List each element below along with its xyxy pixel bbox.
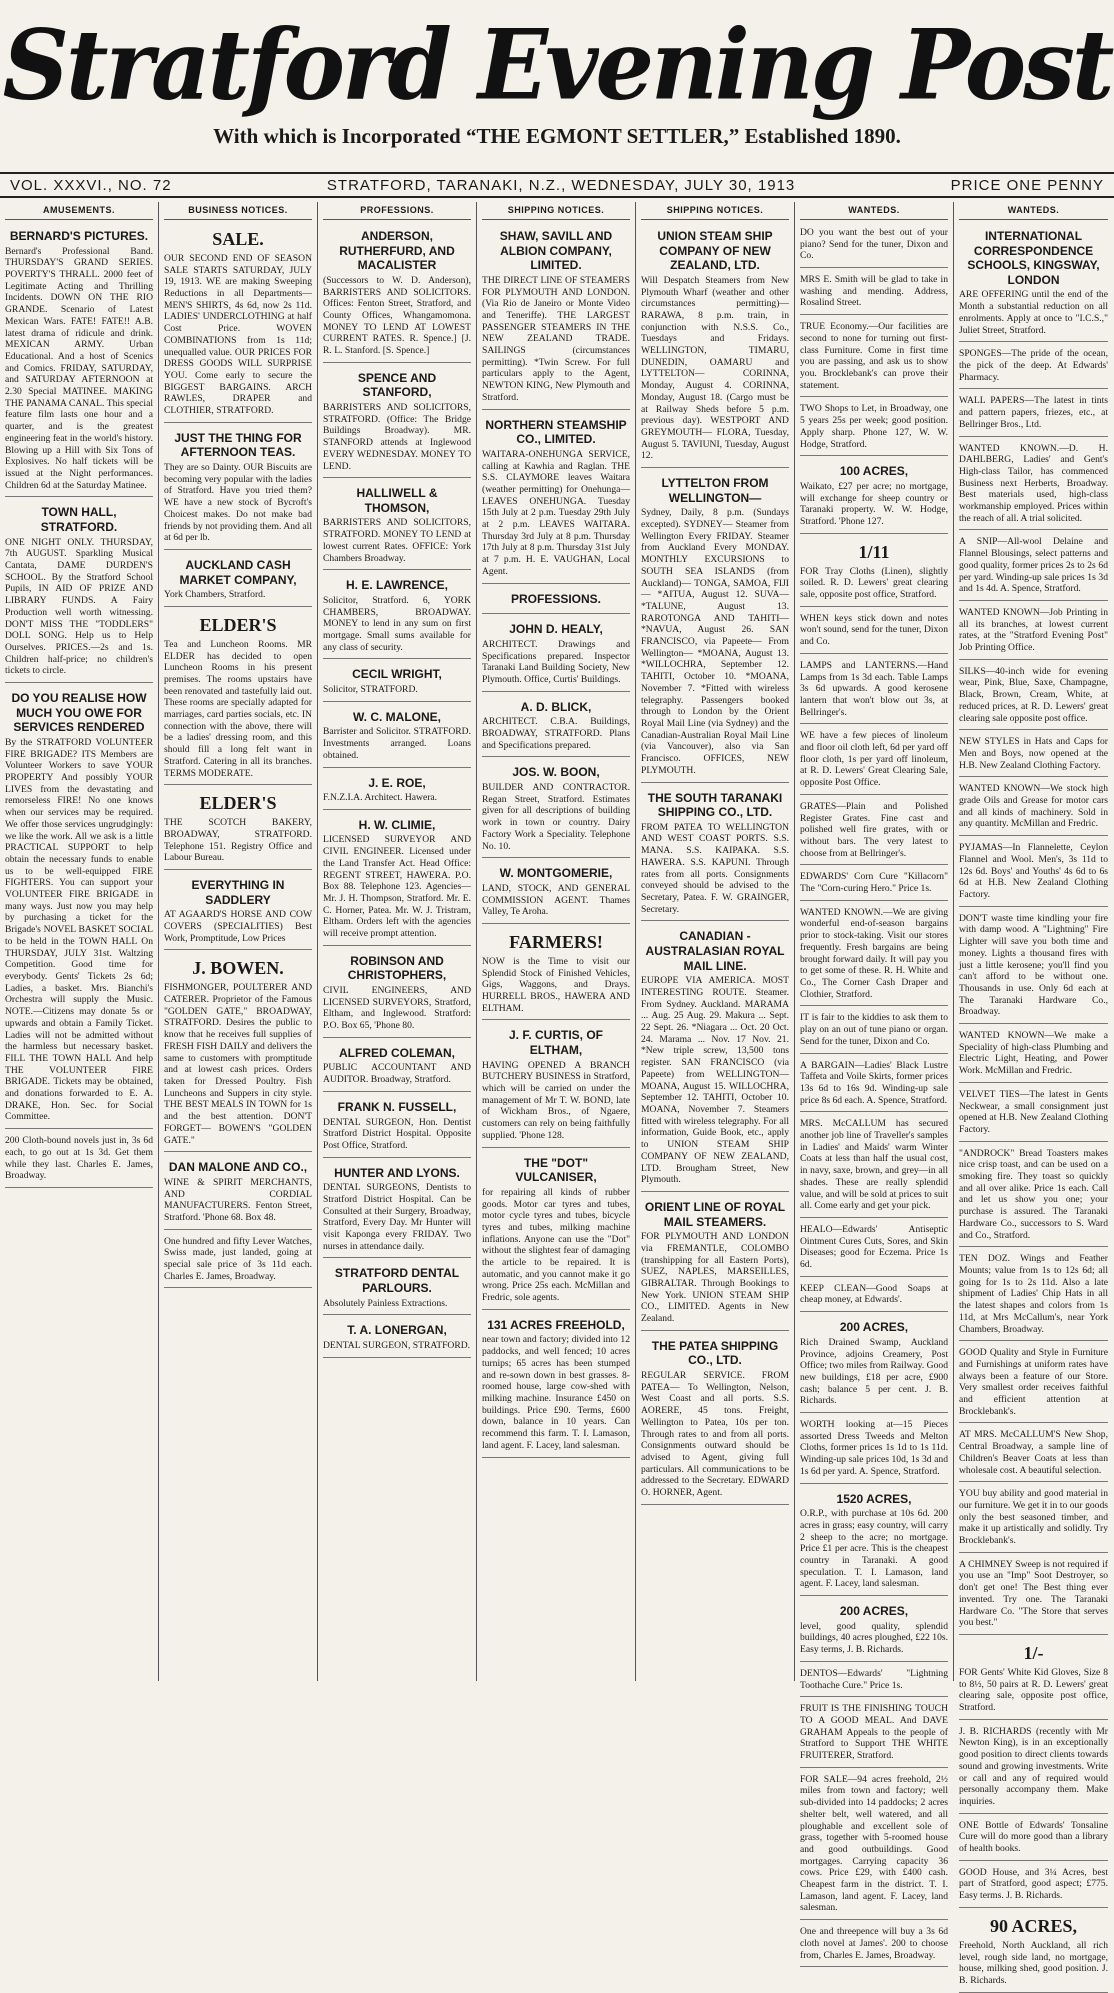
advertisement [164, 1155, 312, 1229]
ad-body: (Successors to W. D. Anderson), BARRISTERS AND SOLICITORS. Offices: Fenton Street, Stratford, and County Offices, Whangamomona. MONEY TO LEND AT LOWEST CURRENT RATES. R. Spence.] [J. R. L. Stanford. [S. Spence.] [323, 274, 471, 357]
advertisement [641, 471, 789, 782]
ad-title: CECIL WRIGHT, [352, 667, 442, 682]
advertisement [800, 904, 948, 1007]
ad-title: JOS. W. BOON, [512, 765, 600, 780]
advertisement [5, 224, 153, 497]
advertisement [959, 604, 1108, 660]
advertisement [5, 500, 153, 683]
advertisement [323, 1318, 471, 1357]
ad-body: Absolutely Painless Extractions. [323, 1297, 448, 1309]
masthead-title: Stratford Evening Post [2, 8, 1112, 122]
ad-body: IT is fair to the kiddies to ask them to play on an out of tune piano or organ. Send for the tuner, Dixon and Co. [800, 1012, 948, 1047]
ad-body: GOOD Quality and Style in Furniture and Furnishings at uniform rates have always been a feature of our Store. Very smallest order receives faithful and efficient attention at Brocklebank's. [959, 1347, 1108, 1417]
ad-title: ROBINSON AND CHRISTOPHERS, [347, 953, 447, 983]
advertisement [800, 1280, 948, 1312]
advertisement [800, 1665, 948, 1697]
ad-body: TRUE Economy.—Our facilities are second to none for turning out first-class Furniture. Come in first time you are passing, and ask us to show you. Brocklebank's can prove their statement. [800, 321, 948, 391]
ad-title: T. A. LONERGAN, [347, 1323, 447, 1338]
ad-body: FROM PATEA TO WELLINGTON AND WEST COAST PORTS. S.S. MANA. S.S. KAIPAKA. S.S. HAWERA. S.S. KAPUNI. Through rates from all ports. Consignments conveyed should be advised to the Secretary, Patea. F. W. GRAINGER, Secretary. [641, 821, 789, 915]
advertisement [959, 1864, 1108, 1908]
ad-body: SILKS—40-inch wide for evening wear, Pink, Blue, Saxe, Champagne, Black, Brown, Cream, White, at reduced prices, at R. D. Lewers' great clearing sale opposite post office. [959, 665, 1108, 724]
ad-title: THE PATEA SHIPPING CO., LTD. [651, 1338, 779, 1368]
ad-body: WANTED KNOWN—Job Printing in all its branches, at lowest current rates, at the "Stratford Evening Post" Job Printing Office. [959, 606, 1108, 654]
ad-body: WALL PAPERS—The latest in tints and pattern papers, friezes, etc., at Bellringer Bros., Ltd. [959, 395, 1108, 430]
ad-body: Barrister and Solicitor. STRATFORD. Investments arranged. Loans obtained. [323, 726, 471, 761]
ad-body: Rich Drained Swamp, Auckland Province, adjoins Creamery, Post Office; two miles from Railway. Good new buildings, £18 per acre, £900 cash; balance 5 per cent. J. B. Richards. [800, 1336, 948, 1407]
column-2 [159, 202, 318, 1681]
ad-body: WE have a few pieces of linoleum and floor oil cloth left, 6d per yard off floor cloth, 1s per yard off linoleum, at R. D. Lewers' Great Clearing Sale, opposite Post Office. [800, 730, 948, 789]
advertisement [800, 459, 948, 533]
ad-title: ELDER'S [199, 793, 277, 814]
ad-body: "ANDROCK" Bread Toasters makes nice crisp toast, and can be used on a smoking fire. They toast so quickly and all over alike. Price 1s each. Call and let us show you one; your purchase is assured. The Taranaki Hardware Co., successors to S. Ward and Co., Stratford. [959, 1147, 1108, 1241]
ad-title: INTERNATIONAL CORRESPONDENCE SCHOOLS, KINGSWAY, LONDON [967, 228, 1100, 287]
ad-body: AT MRS. McCALLUM'S New Shop, Central Broadway, a sample line of Children's Beaver Coats at less than wholesale cost. A beautiful selection. [959, 1429, 1108, 1476]
ad-body: DENTOS—Edwards' "Lightning Toothache Cure." Price 1s. [800, 1667, 948, 1691]
advertisement [800, 400, 948, 456]
advertisement [959, 533, 1108, 601]
advertisement [164, 873, 312, 950]
ad-body: FOR Tray Cloths (Linen), slightly soiled. R. D. Lewers' great clearing sale, opposite post office, Stratford. [800, 565, 948, 601]
ad-body: EUROPE VIA AMERICA. MOST INTERESTING ROUTE. Steamer. From Sydney. Auckland. MARAMA ... Aug. 25 Aug. 29. Makura ... Sept. 22 Sept. 26. *Niagara ... Oct. 20 Oct. 24. Marama ... Nov. 17 Nov. 21. *New triple screw, 13,500 tons register. SAN FRANCISCO (via Papeete) from WELLINGTON— MOANA, August 15. WILLOCHRA, September 12. TAHITI, October 10. MOANA, November 7. Steamers fitted with wireless telegraphy. For all information, Guide Book, etc., apply to UNION STEAM SHIP COMPANY OF NEW ZEALAND, LTD. Brougham Street, New Plymouth. [641, 975, 789, 1186]
ad-title: ORIENT LINE OF ROYAL MAIL STEAMERS. [644, 1199, 786, 1229]
advertisement [800, 1057, 948, 1113]
ad-body: LAND, STOCK, AND GENERAL COMMISSION AGENT. Thames Valley, Te Aroha. [482, 882, 630, 918]
advertisement [959, 1086, 1108, 1142]
ad-body: ONE Bottle of Edwards' Tonsaline Cure will do more good than a library of health books. [959, 1819, 1108, 1855]
ad-title: THE SOUTH TARANAKI SHIPPING CO., LTD. [647, 790, 783, 820]
advertisement [800, 537, 948, 607]
ad-title: 1/- [1023, 1642, 1044, 1663]
ad-body: PYJAMAS—In Flannelette, Ceylon Flannel and Wool. Men's, 3s 11d to 12s 6d. Boys' and Youths' 4s 6d to 6s 6d at H.B. New Zealand Clothing Factory. [959, 842, 1108, 900]
ad-title: STRATFORD DENTAL PARLOURS. [334, 1266, 460, 1296]
advertisement [641, 1195, 789, 1331]
masthead [0, 0, 1114, 170]
advertisement [482, 1151, 630, 1310]
ad-body: A SNIP—All-wool Delaine and Flannel Blousings, select patterns and good quality, former prices 2s to 2s 6d per yard. Winding-up sale prices 1s 3d and 1s 4d. A. Spence, Stratford. [959, 536, 1108, 595]
advertisement [641, 224, 789, 468]
advertisement [800, 318, 948, 397]
advertisement [800, 1487, 948, 1597]
ad-body: TWO Shops to Let, in Broadway, one 5 years 25s per week; good position. Apply sharp. Phone 127, W. W. Hodge, Stratford. [800, 403, 948, 450]
advertisement [800, 727, 948, 795]
advertisement [482, 760, 630, 858]
column-heading: PROFESSIONS. [323, 202, 471, 220]
ad-title: 100 ACRES, [839, 464, 909, 479]
ad-body: FOR SALE—94 acres freehold, 2½ miles from town and factory; well sub-divided into 14 paddocks; 2 acres shelter belt, well watered, and all ploughable and excellent sole of grass, together with 5-roomed house and good outbuildings. Good mortgages. Carrying capacity 36 cows. Price £29, with £400 cash. Cheapest farm in the district. T. I. Lamason, land agent. F. Lacey, land salesman. [800, 1773, 948, 1914]
column-heading: WANTEDS. [800, 202, 948, 220]
ad-body: FOR Gents' White Kid Gloves, Size 8 to 8½, 50 pairs at R. D. Lewers' great clearing sale, opposite post office, Stratford. [959, 1666, 1108, 1714]
advertisement [323, 224, 471, 363]
ad-body: WINE & SPIRIT MERCHANTS, AND CORDIAL MANUFACTURERS. Fenton Street, Stratford. 'Phone 68. Box 48. [164, 1176, 312, 1223]
ad-title: W. C. MALONE, [353, 709, 441, 724]
advertisement [482, 224, 630, 410]
advertisement [959, 1556, 1108, 1635]
advertisement [323, 1161, 471, 1259]
column-1 [0, 202, 159, 1681]
ad-title: J. F. CURTIS, OF ELTHAM, [508, 1028, 603, 1058]
advertisement [164, 426, 312, 550]
ad-body: MRS E. Smith will be glad to take in washing and mending. Address, Rosalind Street. [800, 274, 948, 309]
ad-title: 90 ACRES, [989, 1915, 1078, 1936]
ad-body: Sydney, Daily, 8 p.m. (Sundays excepted). SYDNEY— Steamer from Wellington Every FRIDAY. Steamer from Auckland Every MONDAY. MONTHLY EXCURSIONS to SOUTH SEA ISLANDS (from Auckland)— TONGA, SAMOA, FIJI— *AITUA, August 12. SUVA— *TALUNE, August 13. RAROTONGA AND TAHITI— *NAVUA, August 26. SAN FRANCISCO, via Papeete— From Wellington— *MOANA, August 13. *WILLOCHRA, September 12. TAHITI, October 10. *MOANA, November 7. *Fitted with wireless telegraphy. Passengers booked through to London by the Orient Royal Mail Line (via Sydney) and the Canadian-Australian Royal Mail Line (via Vancouver), also via San Francisco. OFFICES, NEW PLYMOUTH. [641, 507, 789, 776]
column-heading: SHIPPING NOTICES. [482, 202, 630, 220]
ad-body: FISHMONGER, POULTERER AND CATERER. Proprietor of the Famous "GOLDEN GATE," BROADWAY, STRATFORD. Desires the public to know that he receives full supplies of FRESH FISH DAILY and delivers the same to customers with promptitude and at lowest cash prices. Orders taken for Dressed Poultry. Fish Luncheons and Suppers in city style. THE BEST MEALS IN TOWN for 1s and the best attention. DON'T FORGET— BOWEN'S "GOLDEN GATE." [164, 982, 312, 1146]
ad-title: FRANK N. FUSSELL, [337, 1099, 457, 1114]
ad-body: DENTAL SURGEON, STRATFORD. [323, 1340, 471, 1352]
column-5 [636, 202, 795, 1681]
advertisement [800, 610, 948, 654]
advertisement [641, 1334, 789, 1505]
advertisement [800, 271, 948, 315]
advertisement [323, 1041, 471, 1092]
advertisement [959, 392, 1108, 436]
ad-body: A BARGAIN—Ladies' Black Lustre Taffeta and Voile Skirts, former prices 13s 6d to 16s 9d. Winding-up sale price 8s 6d each. A. Spence, Stratford. [800, 1059, 948, 1106]
advertisement [959, 224, 1108, 342]
advertisement [800, 224, 948, 268]
ad-body: HAVING OPENED A BRANCH BUTCHERY BUSINESS in Stratford, which will be carried on under the management of Mr T. W. BOND, late of Wickham Bros., of Ngaere, customers can rely on being faithfully supplied. 'Phone 128. [482, 1059, 630, 1141]
ad-title: LYTTELTON FROM WELLINGTON— [661, 476, 769, 505]
ad-body: WANTED KNOWN.—D. H. DAHLBERG, Ladies' and Gent's High-class Tailor, has commenced Business next Herberts, Broadway. Best materials used, high-class workmanship employed. Prices within the reach of all. A trial solicited. [959, 442, 1108, 524]
ad-title: H. W. CLIMIE, [358, 817, 436, 832]
advertisement [959, 1817, 1108, 1861]
advertisement [164, 788, 312, 870]
advertisement [800, 1416, 948, 1484]
ad-title: 131 ACRES FREEHOLD, [487, 1317, 625, 1332]
ad-body: NOW is the Time to visit our Splendid Stock of Finished Vehicles, Gigs, Waggons, and Drays. HURRELL BROS., HAWERA AND ELTHAM. [482, 955, 630, 1014]
ad-body: CIVIL ENGINEERS, AND LICENSED SURVEYORS, Stratford, Eltham, and Inglewood. Stratford: P.O. Box 65, 'Phone 80. [323, 985, 471, 1032]
column-heading: SHIPPING NOTICES. [641, 202, 789, 220]
advertisement [800, 1315, 948, 1413]
advertisement [800, 798, 948, 866]
ad-body: ONE NIGHT ONLY. THURSDAY, 7th AUGUST. Sparkling Musical Cantata, DAME DURDEN'S SCHOOL. By the Stratford School Pupils, IN AID OF PRIZE AND LIBRARY FUNDS. A Fairy Production well worth witnessing. DON'T MISS THE "TODDLERS" DOLL SONG. Help us to Help Ourselves. PRICES.—2s and 1s. Children half-price; no children's tickets to circle. [5, 536, 153, 677]
advertisement [959, 1911, 1108, 1993]
ad-body: SPONGES—The pride of the ocean, the pick of the deep. At Edwards' Pharmacy. [959, 348, 1108, 383]
column-4 [477, 202, 636, 1681]
ad-body: BARRISTERS AND SOLICITORS, STRATFORD. (Office: The Bridge Buildings Broadway). MR. STANFORD attends at Inglewood EVERY WEDNESDAY. MONEY TO LEND. [323, 402, 471, 472]
ad-body: WHEN keys stick down and notes won't sound, send for the tuner, Dixon and Co. [800, 612, 948, 648]
ad-title: SPENCE AND STANFORD, [357, 370, 437, 400]
column-7 [954, 202, 1113, 1986]
advertisement [482, 927, 630, 1020]
ad-title: AUCKLAND CASH MARKET COMPANY, [179, 557, 297, 587]
ad-body: OUR SECOND END OF SEASON SALE STARTS SATURDAY, JULY 19, 1913. WE are making Sweeping Reductions in all Departments— MEN'S SHIRTS, 4s 6d, now 2s 11d. LADIES' UNDERCLOTHING at half Cost Price. WOVEN COMBINATIONS from 1s 11d; unequalled value. OUR PRICES FOR DRESS GOODS WILL SURPRISE YOU. Come early to secure the BIGGEST BARGAINS. ARCH RAWLES, DRAPER and CLOTHIER, STRATFORD. [164, 252, 312, 417]
place-date: STRATFORD, TARANAKI, N.Z., WEDNESDAY, JULY 30, 1913 [326, 176, 796, 194]
advertisement [482, 1023, 630, 1147]
advertisement [164, 553, 312, 607]
columns-container [0, 202, 1114, 1986]
ad-title: JUST THE THING FOR AFTERNOON TEAS. [174, 430, 302, 460]
ad-body: LICENSED SURVEYOR AND CIVIL ENGINEER. Licensed under the Land Transfer Act. Head Office: REGENT STREET, HAWERA. P.O. Box 88. Telephone 123. Agencies— Mr. J. H. Thompson, Stratford. Mr. E. C. Horner, Patea. Mr. W. J. Tristram, Eltham. Orders left with the agencies will receive prompt attention. [323, 834, 471, 940]
volume-number: VOL. XXXVI., NO. 72 [10, 176, 172, 194]
ad-title: BERNARD'S PICTURES. [9, 228, 149, 243]
advertisement [959, 663, 1108, 731]
advertisement [959, 780, 1108, 836]
ad-body: HEALO—Edwards' Antiseptic Ointment Cures Cuts, Sores, and Skin Diseases; good for Eczema. Price 1s 6d. [800, 1223, 948, 1271]
advertisement [323, 573, 471, 659]
ad-body: One and threepence will buy a 3s 6d cloth novel at James'. 200 to choose from, Charles E. James, Broadway. [800, 1926, 948, 1961]
advertisement [800, 1009, 948, 1053]
ad-body: NEW STYLES in Hats and Caps for Men and Boys, now opened at the H.B. New Zealand Clothing Factory. [959, 736, 1108, 771]
advertisement [323, 662, 471, 701]
ad-title: DAN MALONE AND CO., [168, 1160, 308, 1175]
advertisement [959, 1426, 1108, 1482]
advertisement [482, 1313, 630, 1458]
ad-body: DON'T waste time kindling your fire with damp wood. A "Lightning" Fire Lighter will save you both time and money. Lights a thousand fires with just a little kerosene; you'll find you can't afford to be without one. Thousands in use. Only 6d each at The Taranaki Hardware Co., Broadway. [959, 912, 1108, 1018]
ad-title: W. MONTGOMERIE, [499, 866, 613, 881]
advertisement [959, 1485, 1108, 1553]
ad-body: THE SCOTCH BAKERY, BROADWAY, STRATFORD. Telephone 151. Registry Office and Labour Bureau. [164, 817, 312, 864]
masthead-subtitle: With which is Incorporated “THE EGMONT SETTLER,” Established 1890. [213, 124, 901, 148]
advertisement [164, 224, 312, 423]
advertisement [959, 1250, 1108, 1341]
ad-body: REGULAR SERVICE. FROM PATEA— To Wellington, Nelson, West Coast and all ports. S.S. AORERE, 45 tons. Freight, Wellington to Patea, 10s per ton. Through rates to and from all ports. Consignments outward should be advised to Agent, giving full particulars. All communications to be addressed to the Secretary. EDWARD O. HORNER, Agent. [641, 1370, 789, 1499]
advertisement [800, 1599, 948, 1662]
ad-body: THE DIRECT LINE OF STEAMERS FOR PLYMOUTH AND LONDON. (Via Rio de Janeiro or Monte Video and Teneriffe). THE LARGEST PASSENGER STEAMERS IN THE NEW ZEALAND TRADE. SAILINGS (circumstances permitting). *Twin Screw. For full particulars apply to the Agent, NEWTON KING, New Plymouth and Stratford. [482, 274, 630, 403]
ad-body: One hundred and fifty Lever Watches, Swiss made, just landed, going at special sale price of 3s 11d each. Charles E. James, Broadway. [164, 1235, 312, 1282]
advertisement [323, 949, 471, 1038]
advertisement [800, 868, 948, 900]
advertisement [641, 786, 789, 922]
advertisement [959, 1027, 1108, 1083]
advertisement [164, 610, 312, 785]
ad-body: FRUIT IS THE FINISHING TOUCH TO A GOOD MEAL. And DAVE GRAHAM Appeals to the people of Stratford to Support THE WHITE FRUITERER, Stratford. [800, 1703, 948, 1762]
ad-title: FARMERS! [509, 931, 603, 952]
ad-title: J. E. ROE, [368, 775, 426, 790]
ad-title: HUNTER AND LYONS. [334, 1165, 460, 1180]
ad-body: O.R.P., with purchase at 10s 6d. 200 acres in grass; easy country, will carry 2 sheep to the acre; no mortgage. Price £1 per acre. This is the cheapest country in Taranaki. A good speculation. T. I. Lamason, land agent. F. Lacey, land salesman. [800, 1508, 948, 1590]
ad-body: F.N.Z.I.A. Architect. Hawera. [323, 792, 438, 804]
price: PRICE ONE PENNY [950, 176, 1104, 194]
ad-body: DENTAL SURGEON, Hon. Dentist Stratford District Hospital. Opposite Post Office, Stratford. [323, 1116, 471, 1151]
ad-title: ALFRED COLEMAN, [339, 1045, 455, 1060]
advertisement [800, 1771, 948, 1920]
ad-body: Solicitor, STRATFORD. [323, 684, 418, 696]
advertisement [959, 839, 1108, 907]
advertisement [959, 440, 1108, 531]
advertisement [164, 953, 312, 1152]
advertisement [482, 861, 630, 924]
advertisement [323, 813, 471, 946]
ad-body: WANTED KNOWN—We make a Speciality of high-class Plumbing and Electric Light, Heating, and Power Work. McMillan and Fredric. [959, 1030, 1108, 1077]
column-heading: AMUSEMENTS. [5, 202, 153, 220]
advertisement [323, 481, 471, 570]
ad-title: NORTHERN STEAMSHIP CO., LIMITED. [485, 417, 627, 447]
ad-body: MRS. McCALLUM has secured another job line of Traveller's samples in Ladies' and Maids' warm Winter Coats at less than half the usual cost, in navy, saxe, brown, and grey—in all shades. These are really splendid value, and will be sold at prices to suit all. Come early and get your pick. [800, 1118, 948, 1212]
advertisement [323, 366, 471, 478]
ad-body: for repairing all kinds of rubber goods. Motor car tyres and tubes, motor cycle tyres and tubes, bicycle tyres and tubes, milking machine inflations. Anyone can use the "Dot" without the slightest fear of damaging the article to be repaired. It is automatic, and you cannot make it go wrong. Price 25s each. McMillan and Fredric, sole agents. [482, 1186, 630, 1304]
ad-body: Will Despatch Steamers from New Plymouth Wharf (weather and other circumstances permitting)— RARAWA, 8 p.m. train, in conjunction with N.S.S. Co., Tuesdays and Fridays. WELLINGTON, TIMARU, DUNEDIN, OAMARU and LYTTELTON— CORINNA, Monday, August 4. CORINNA, Monday, August 18. (Cargo must be at Railway Sheds before 5 p.m. previous day). WESTPORT AND GREYMOUTH— FLORA, Tuesday, August 5. TAVIUNI, Tuesday, August 12. [641, 274, 789, 462]
advertisement [800, 1221, 948, 1277]
ad-body: WORTH looking at—15 Pieces assorted Dress Tweeds and Melton Cloths, former prices 1s 1d to 1s 11d. Winding-up sale prices 10d, 1s 3d and 1s 6d per yard. A. Spence, Stratford. [800, 1419, 948, 1477]
ad-title: HALLIWELL & THOMSON, [356, 486, 438, 515]
advertisement [800, 1115, 948, 1218]
ad-body: By the STRATFORD VOLUNTEER FIRE BRIGADE? ITS Members are Volunteer Workers to save YOUR PROPERTY And possibly YOUR LIVES from the devastating and remorseless FIRE! No one knows when our services may be required. We offer those services ungrudgingly: we like the work. All we ask is a little PRACTICAL SUPPORT to help obtain the necessary funds to enable us to be well-equipped FIRE FIGHTERS. You can support your VOLUNTEER FIRE BRIGADE in many ways. Just now you may help by purchasing a ticket for the Brigade's NOVEL BASKET SOCIAL to be held in the TOWN HALL On THURSDAY, JULY 31st. Waltzing Competition. Good time for everybody. Gents' Tickets 2s 6d; Ladies, a basket. Mrs. Bianchi's Orchestra will supply the Music. NOTE.—Citizens may donate 5s or upwards and obtain a Family Ticket. Ladies will not be admitted without the harmless but necessary basket. FILL THE TOWN HALL And help THE VOLUNTEER FIRE BRIGADE. Tickets may be obtained, and donations forwarded to E. A. DRAKE, Hon. Sec. for Social Committee. [5, 736, 153, 1123]
advertisement [959, 1145, 1108, 1248]
ad-title: ELDER'S [199, 614, 277, 635]
ad-title: 1/11 [858, 541, 890, 562]
advertisement [482, 695, 630, 758]
ad-body: PUBLIC ACCOUNTANT AND AUDITOR. Broadway, Stratford. [323, 1062, 471, 1086]
advertisement [482, 587, 630, 615]
advertisement [800, 1700, 948, 1768]
ad-body: VELVET TIES—The latest in Gents Neckwear, a small consignment just opened at H.B. New Zealand Clothing Factory. [959, 1088, 1108, 1135]
ad-body: EDWARDS' Corn Cure "Killacorn" The "Corn-curing Hero." Price 1s. [800, 871, 948, 895]
advertisement [959, 733, 1108, 777]
advertisement [5, 686, 153, 1129]
advertisement [959, 345, 1108, 389]
ad-body: GRATES—Plain and Polished Register Grates. Fine cast and polished well fire grates, with or without bars. The very latest to choose from at Bellringer's. [800, 800, 948, 859]
ad-body: A CHIMNEY Sweep is not required if you use an "Imp" Soot Destroyer, so don't get one! The Best thing ever invented. Try one. The Taranaki Hardware Co. "The Store that serves you best." [959, 1558, 1108, 1629]
ad-title: PROFESSIONS. [510, 591, 602, 606]
ad-title: EVERYTHING IN SADDLERY [191, 878, 285, 907]
column-heading: WANTEDS. [959, 202, 1108, 220]
ad-title: JOHN D. HEALY, [509, 622, 603, 637]
dateline [0, 172, 1114, 198]
ad-body: Freehold, North Auckland, all rich level, rough side land, no mortgage, house, milking shed, good position. J. B. Richards. [959, 1939, 1108, 1986]
ad-body: BARRISTERS AND SOLICITORS, STRATFORD. MONEY TO LEND at lowest current Rates. OFFICE: York Chambers Broadway. [323, 517, 471, 564]
ad-body: WANTED KNOWN.—We are giving wonderful end-of-season bargains prior to stock-taking. Visit our stores frequently. Fresh bargains are being brought forward daily. It will pay you to get some of these. R. H. White and Co., The Corner Cash Draper and Clothier, Stratford. [800, 906, 948, 1000]
ad-title: H. E. LAWRENCE, [345, 578, 448, 593]
ad-body: J. B. RICHARDS (recently with Mr Newton King), is in an exceptionally good position to direct clients towards sound and growing investments. Write or call and any of required would personally accompany them. Make inquiries. [959, 1725, 1108, 1807]
advertisement [800, 657, 948, 725]
advertisement [482, 617, 630, 691]
ad-body: TEN DOZ. Wings and Feather Mounts; value from 1s to 12s 6d; all going for 1s to 2s 11d. Also a late shipment of Ladies' Chip Hats in all the latest shapes and colors from 1s 11d, at Mrs McCallum's, near York Chambers, Broadway. [959, 1253, 1108, 1335]
ad-body: DO you want the best out of your piano? Send for the tuner, Dixon and Co. [800, 226, 948, 262]
ad-body: LAMPS and LANTERNS.—Hand Lamps from 1s 3d each. Table Lamps 3s 6d upwards. A good kerosene lantern that won't blow out 3s, at Bellringer's. [800, 659, 948, 718]
ad-body: ARCHITECT. C.B.A. Buildings, BROADWAY, STRATFORD. Plans and Specifications prepared. [482, 716, 630, 751]
ad-body: They are so Dainty. OUR Biscuits are becoming very popular with the ladies of Stratford. Have you tried them? WE have a new stock of Bycroft's Choicest makes. Do not make bad friends by not providing them. And all at 6d per lb. [164, 462, 312, 544]
advertisement [164, 1233, 312, 1289]
advertisement [323, 771, 471, 810]
ad-body: KEEP CLEAN—Good Soaps at cheap money, at Edwards'. [800, 1282, 948, 1306]
ad-title: J. BOWEN. [192, 958, 284, 979]
ad-body: level, good quality, splendid buildings, 40 acres ploughed, £22 10s. Easy terms, J. B. Richards. [800, 1620, 948, 1656]
ad-body: AT AGAARD'S HORSE AND COW COVERS (SPECIALITIES) Best Work, Promptitude, Low Prices [164, 909, 312, 944]
ad-body: Waikato, £27 per acre; no mortgage, will exchange for sheep country or Taranaki property. W. W. Hodge, Stratford. 'Phone 127. [800, 480, 948, 527]
ad-body: Tea and Luncheon Rooms. MR ELDER has decided to open Luncheon Rooms in his present premises. The rooms upstairs have been renovated and tastefully laid out. These rooms are specially adapted for marriages, card parties socials, etc. IN connection with the above, there will be a ladies' dressing room, and this should fill a long felt want in Stratford. Catering in all its branches. TERMS MODERATE. [164, 638, 312, 779]
ad-title: UNION STEAM SHIP COMPANY OF NEW ZEALAND, LTD. [657, 228, 773, 273]
advertisement [323, 705, 471, 768]
ad-title: 1520 ACRES, [836, 1491, 912, 1506]
ad-body: GOOD House, and 3¼ Acres, best part of Stratford, good aspect; £775. Easy terms. J. B. Richards. [959, 1866, 1108, 1902]
ad-title: DO YOU REALISE HOW MUCH YOU OWE FOR SERVICES RENDERED [11, 691, 147, 735]
ad-body: York Chambers, Stratford. [164, 589, 266, 601]
column-6 [795, 202, 954, 1961]
ad-title: A. D. BLICK, [520, 699, 592, 714]
ad-body: Solicitor, Stratford. 6, YORK CHAMBERS, BROADWAY. MONEY to lend in any sum on first mortgage. Small sums available for any class of security. [323, 594, 471, 653]
ad-title: ANDERSON, RUTHERFURD, AND MACALISTER [339, 228, 455, 273]
ad-title: 200 ACRES, [839, 1320, 909, 1335]
advertisement [482, 413, 630, 584]
advertisement [959, 1344, 1108, 1423]
advertisement [323, 1261, 471, 1315]
ad-body: Bernard's Professional Band. THURSDAY'S GRAND SERIES. POVERTY'S THRALL. 2000 feet of Legitimate Acting and Thrilling Incidents. DOWN ON THE RIO GRANDE. Scenario of Latest Mexican Wars. FATE! FATE!! A.B. latest drama of ridicule and drink. MEXICAN ARMY. Urban Educational. And a host of Scenics and Comics. FRIDAY, SATURDAY, and SATURDAY AFTERNOON at 2.30 Special MATINEE. MAKING THE PANAMA CANAL. This special feature film lasts one hour and a quarter, and is the greatest engineering feat in the world's history. Blowing up a Hill with Six Tons of Explosives. No half tickets will be issued at the Night performances. Children 6d at the Saturday Matinee. [5, 245, 153, 491]
ad-body: WANTED KNOWN—We stock high grade Oils and Grease for motor cars and all kinds of machinery. Sold in any quantity. McMillan and Fredric. [959, 783, 1108, 830]
ad-body: WAITARA-ONEHUNGA SERVICE, calling at Kawhia and Raglan. THE S.S. CLAYMORE leaves Waitara (weather permitting) for Onehunga— LEAVES ONEHUNGA. Tuesday 15th July at 2 p.m. Tuesday 29th July at 2 p.m. LEAVES WAITARA. Thursday 3rd July at 8 p.m. Thursday 17th July at 8 p.m. Thursday 31st July at 7 p.m. H. E. VAUGHAN, Local Agent. [482, 448, 630, 577]
advertisement [800, 1923, 948, 1967]
ad-body: YOU buy ability and good material in our furniture. We get it in to our goods only the best seasoned timber, and make it up artistically and solidly. Try Brocklebank's. [959, 1488, 1108, 1547]
advertisement [5, 1132, 153, 1188]
ad-body: near town and factory; divided into 12 paddocks, and well fenced; 10 acres turnips; 65 acres has been stumped and re-sown down in best grasses. 8-roomed house, large cow-shed with milking machine. Insurance £450 on buildings. Price £90. Terms, £600 down, balance in 10 years. Can recommend this farm. T. I. Lamason, land agent. F. Lacey, land salesman. [482, 1334, 630, 1451]
ad-title: THE "DOT" VULCANISER, [515, 1155, 597, 1185]
advertisement [959, 1638, 1108, 1720]
ad-body: 200 Cloth-bound novels just in, 3s 6d each, to go out at 1s 3d. Get them while they last. Charles E. James, Broadway. [5, 1135, 153, 1182]
ad-body: BUILDER AND CONTRACTOR. Regan Street, Stratford. Estimates given for all descriptions of building work in town or country. Dairy Factory Work a Speciality. Telephone No. 10. [482, 781, 630, 852]
ad-body: DENTAL SURGEONS, Dentists to Stratford District Hospital. Can be Consulted at their Surgery, Broadway, Stratford, Every Day. Mr Hunter will visit Kaponga every FRIDAY. Two nurses in attendance daily. [323, 1182, 471, 1252]
ad-title: SALE. [212, 228, 264, 249]
column-3 [318, 202, 477, 1681]
advertisement [959, 1723, 1108, 1814]
column-heading: BUSINESS NOTICES. [164, 202, 312, 220]
ad-title: SHAW, SAVILL AND ALBION COMPANY, LIMITED. [499, 228, 613, 273]
ad-title: TOWN HALL, STRATFORD. [40, 505, 118, 534]
advertisement [323, 1095, 471, 1158]
ad-title: 200 ACRES, [839, 1604, 909, 1619]
ad-body: FOR PLYMOUTH AND LONDON via FREMANTLE, COLOMBO (transhipping for all Eastern Ports), SUEZ, NAPLES, MARSEILLES, GIBRALTAR. Through Bookings to New York. UNION STEAM SHIP CO., LIMITED. Agents in New Zealand. [641, 1231, 789, 1325]
advertisement [641, 924, 789, 1192]
ad-body: ARCHITECT. Drawings and Specifications prepared. Inspector Taranaki Land Building Society, New Plymouth. Office, Curtis' Buildings. [482, 638, 630, 685]
advertisement [959, 910, 1108, 1024]
ad-title: CANADIAN - AUSTRALASIAN ROYAL MAIL LINE. [645, 929, 785, 973]
ad-body: ARE OFFERING until the end of the Month a substantial reduction on all enrolments. Apply at once to "I.C.S.," Juliet Street, Stratford. [959, 289, 1108, 336]
